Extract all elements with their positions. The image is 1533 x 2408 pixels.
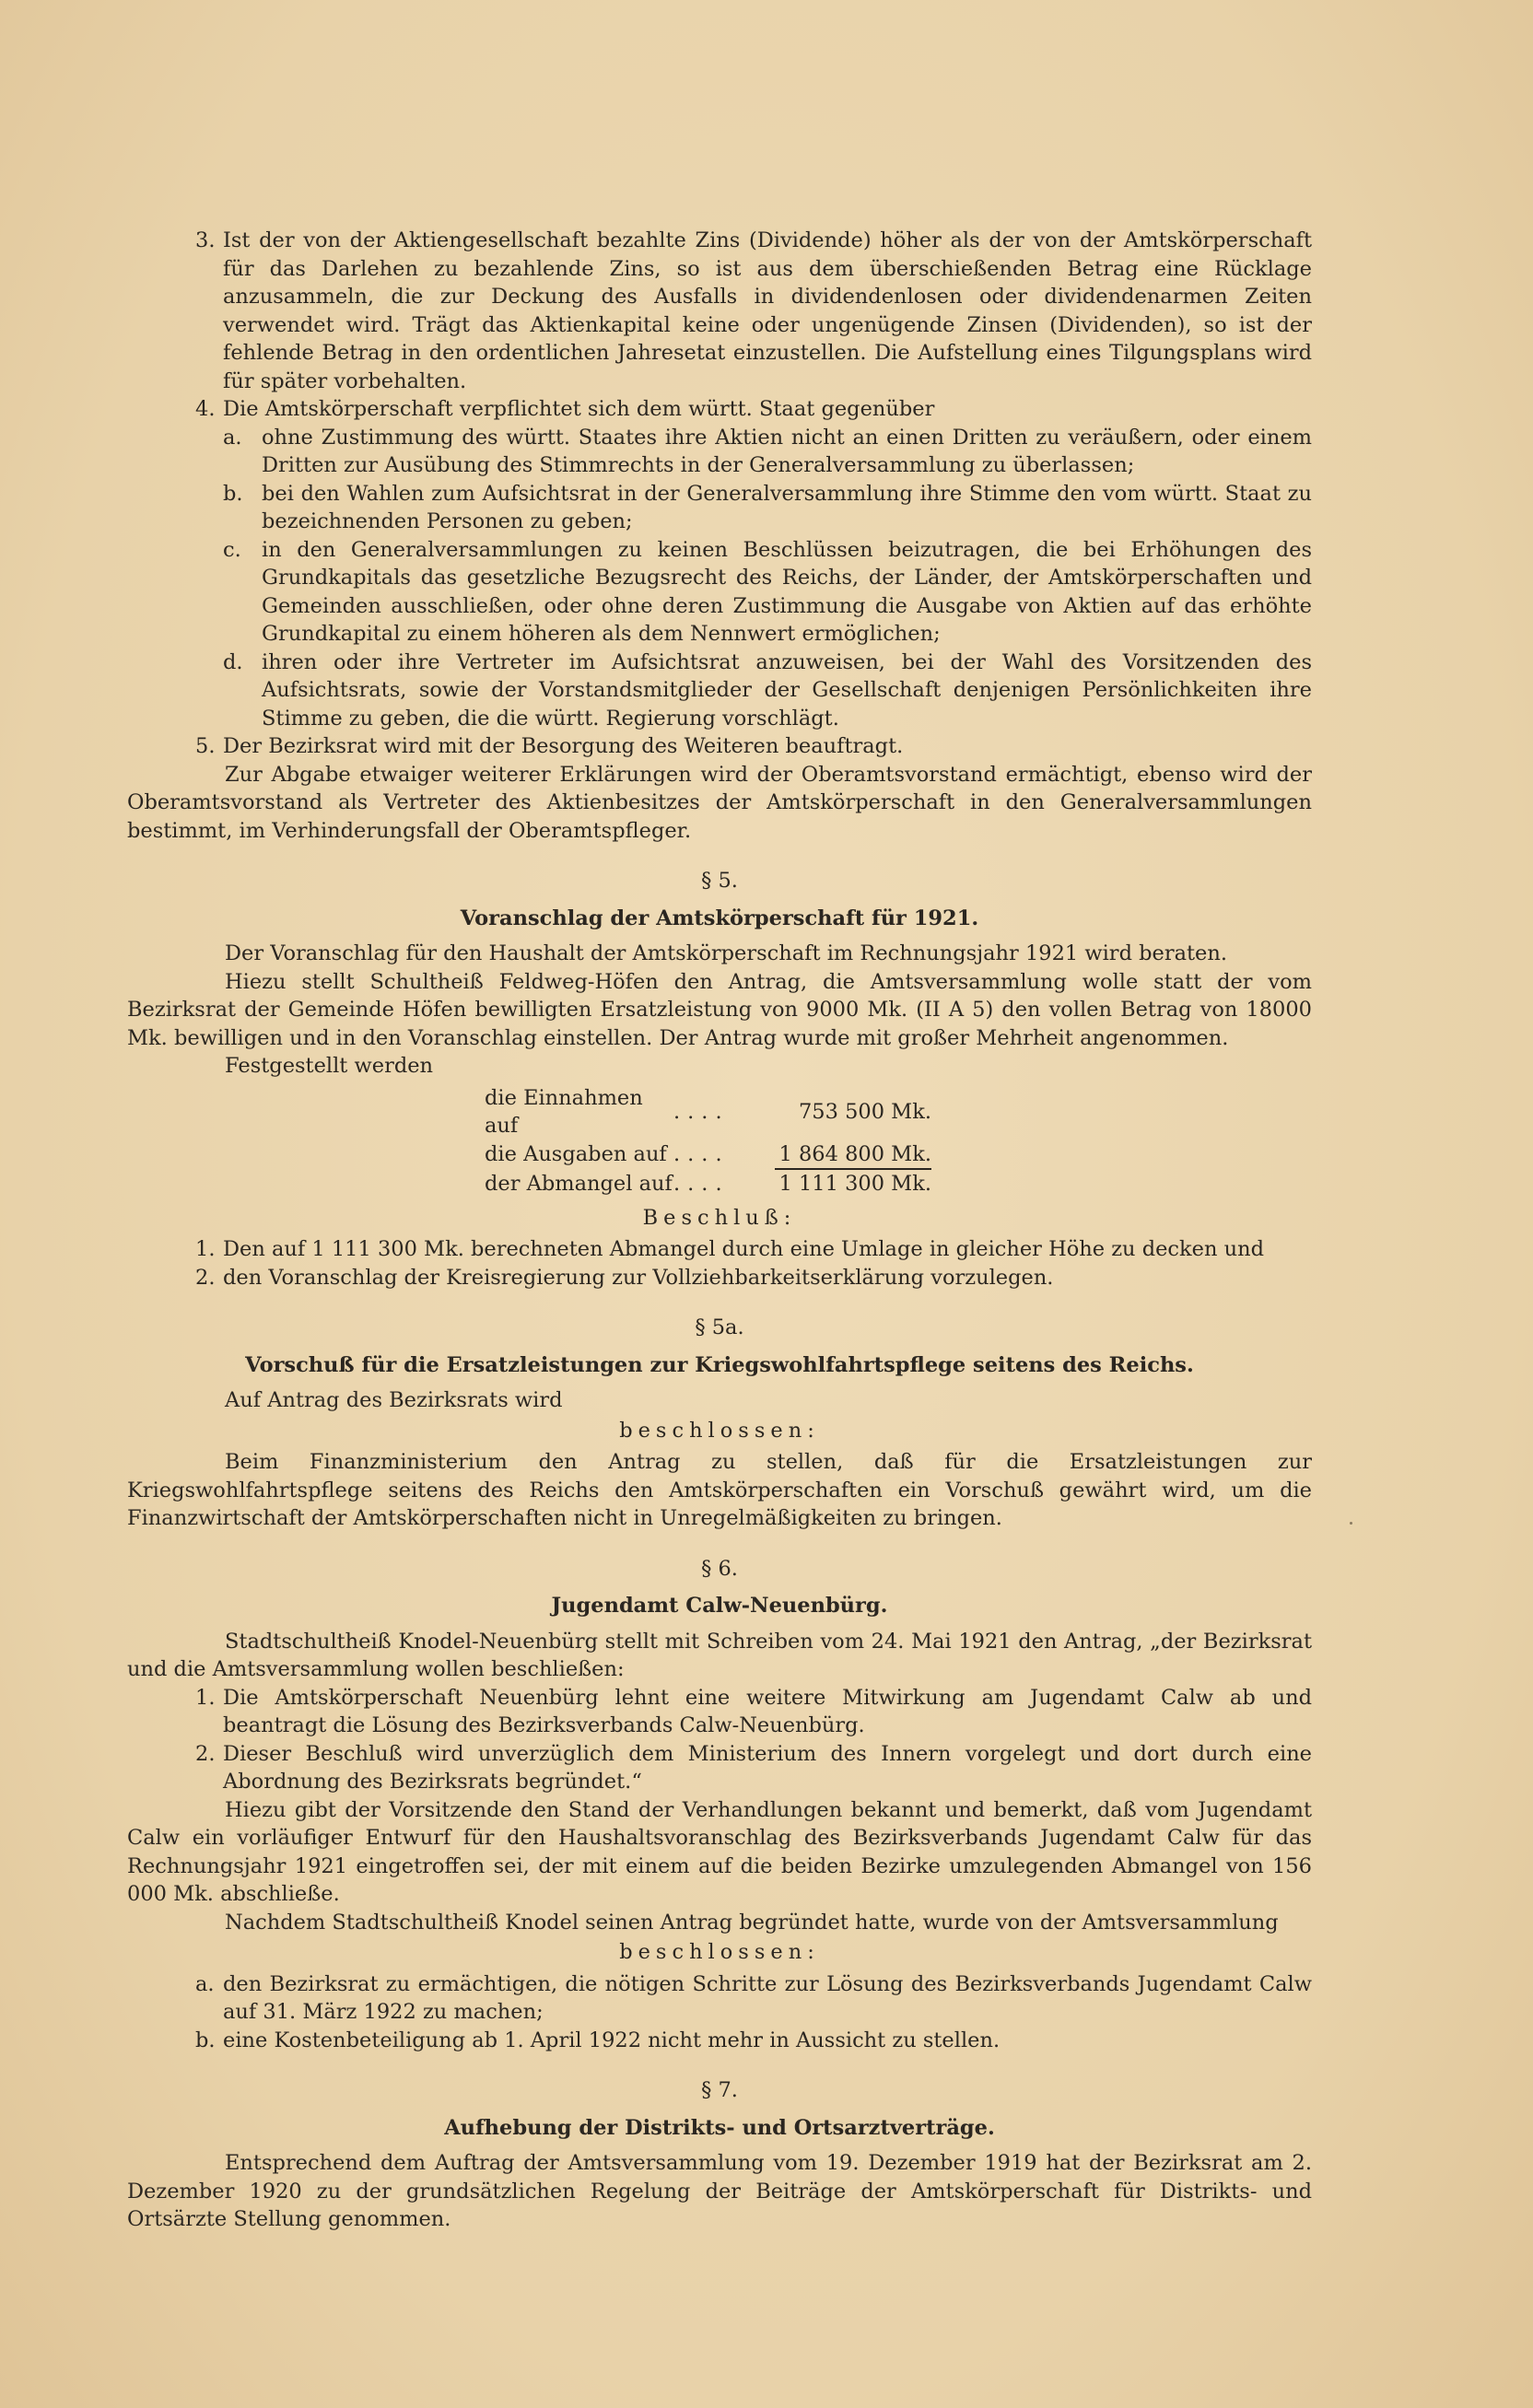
budget-row — [485, 1084, 931, 1140]
budget-amount: 1 111 300 Mk. — [778, 1172, 931, 1196]
list-letter: b. — [195, 2028, 216, 2052]
section-number-6: § 6. — [701, 1556, 738, 1581]
list-number: 3. — [195, 228, 216, 252]
paragraph: Der Voranschlag für den Haushalt der Amtskörperschaft im Rechnungsjahr 1921 wird beraten. — [225, 941, 1228, 965]
list-item-5 — [127, 732, 1312, 761]
list-number: 1. — [195, 1237, 216, 1261]
section-heading-6: Jugendamt Calw-Neuenbürg. — [551, 1594, 888, 1618]
paragraph: Entsprechend dem Auftrag der Amtsversammlung vom 19. Dezember 1919 hat der Bezirksrat am 2. Dezember 1920 zu der grundsätzlichen Regelung der Beiträge der Amtskörperschaft für Distrikts- und Ortsärzte Stellung genommen. — [127, 2151, 1312, 2231]
beschlossen-label: beschlossen: — [619, 1940, 820, 1964]
sublist-item-b — [127, 480, 1312, 536]
list-text: den Bezirksrat zu ermächtigen, die nötigen Schritte zur Lösung des Bezirksverbands Jugendamt Calw auf 31. März 1922 zu machen; — [223, 1971, 1312, 2024]
list-text: Dieser Beschluß wird unverzüglich dem Ministerium des Innern vorgelegt und dort durch eine Abordnung des Bezirksrats begründet.“ — [223, 1741, 1312, 1794]
section-number-5: § 5. — [701, 869, 738, 893]
list-item — [127, 1970, 1312, 2027]
sublist-item-c — [127, 536, 1312, 649]
list-text: Ist der von der Aktiengesellschaft bezahlte Zins (Dividende) höher als der von der Amtskörperschaft für das Darlehen zu bezahlende Zins, so ist aus dem überschießenden Betrag eine Rücklage anzusammeln, die zur Deckung des Ausfalls in dividendenlosen oder dividendenarmen Zeiten verwendet wird. Trägt das Aktienkapital keine oder ungenügende Zinsen (Dividenden), so ist der fehlende Betrag in den ordentlichen Jahresetat einzustellen. Die Aufstellung eines Tilgungsplans wird für später vorbehalten. — [223, 228, 1312, 393]
budget-label: die Einnahmen auf — [485, 1085, 643, 1138]
list-text: eine Kostenbeteiligung ab 1. April 1922 nicht mehr in Aussicht zu stellen. — [223, 2028, 1001, 2052]
list-item — [127, 1740, 1312, 1796]
list-number: 4. — [195, 397, 216, 421]
list-text: Der Bezirksrat wird mit der Besorgung des Weiteren beauftragt. — [223, 734, 904, 758]
list-letter: a. — [195, 1971, 215, 1996]
budget-amount: 753 500 Mk. — [798, 1099, 931, 1124]
paragraph: Nachdem Stadtschultheiß Knodel seinen Antrag begründet hatte, wurde von der Amtsversammlung — [225, 1910, 1279, 1935]
list-letter: d. — [223, 649, 243, 674]
paper-speck — [1350, 1522, 1352, 1525]
paragraph: Auf Antrag des Bezirksrats wird — [225, 1388, 563, 1412]
budget-row — [485, 1140, 931, 1170]
paragraph: Stadtschultheiß Knodel-Neuenbürg stellt mit Schreiben vom 24. Mai 1921 den Antrag, „der Bezirksrat und die Amtsversammlung wollen beschließen: — [127, 1629, 1312, 1681]
budget-table — [485, 1084, 931, 1198]
paragraph: Hiezu stellt Schultheiß Feldweg-Höfen den Antrag, die Amtsversammlung wolle statt der vom Bezirksrat der Gemeinde Höfen bewilligten Ersatzleistung von 9000 Mk. (II A 5) den vollen Betrag von 18000 Mk. bewilligen und in den Voranschlag einstellen. Der Antrag wurde mit großer Mehrheit angenommen. — [127, 969, 1312, 1050]
budget-dots: .... — [673, 1171, 730, 1196]
section-heading-5a: Vorschuß für die Ersatzleistungen zur Kriegswohlfahrtspflege seitens des Reichs. — [245, 1352, 1194, 1377]
section-number-7: § 7. — [701, 2078, 738, 2102]
list-number: 5. — [195, 734, 216, 758]
list-text: den Voranschlag der Kreisregierung zur Vollziehbarkeitserklärung vorzulegen. — [223, 1265, 1054, 1290]
list-letter: c. — [223, 537, 241, 562]
paragraph: Hiezu gibt der Vorsitzende den Stand der Verhandlungen bekannt und bemerkt, daß vom Jugendamt Calw ein vorläufiger Entwurf für den Haushaltsvoranschlag des Bezirksverbands Jugendamt Calw für das Rechnungsjahr 1921 eingetroffen sei, der mit einem auf die beiden Bezirke umzulegenden Abmangel von 156 000 Mk. abschließe. — [127, 1797, 1312, 1906]
sublist-item-a — [127, 424, 1312, 480]
list-number: 2. — [195, 1265, 216, 1290]
list-number: 2. — [195, 1741, 216, 1766]
section-heading-7: Aufhebung der Distrikts- und Ortsarztverträge. — [444, 2115, 995, 2140]
list-text: Den auf 1 111 300 Mk. berechneten Abmangel durch eine Umlage in gleicher Höhe zu decken und — [223, 1237, 1264, 1261]
list-text: in den Generalversammlungen zu keinen Beschlüssen beizutragen, die bei Erhöhungen des Grundkapitals das gesetzliche Bezugsrecht des Reichs, der Länder, der Amtskörperschaften und Gemeinden ausschließen, oder ohne deren Zustimmung die Ausgabe von Aktien auf das erhöhte Grundkapital zu einem höheren als dem Nennwert ermöglichen; — [262, 537, 1312, 646]
budget-row — [485, 1169, 931, 1198]
paragraph: Festgestellt werden — [225, 1054, 434, 1078]
list-text: Die Amtskörperschaft verpflichtet sich dem württ. Staat gegenüber — [223, 397, 935, 421]
list-text: bei den Wahlen zum Aufsichtsrat in der Generalversammlung ihre Stimme den vom württ. Staat zu bezeichnenden Personen zu geben; — [262, 481, 1312, 533]
beschluss-label: Beschluß: — [642, 1205, 797, 1230]
budget-dots: .... — [673, 1099, 730, 1124]
sublist-item-d — [127, 649, 1312, 733]
list-item-4 — [127, 395, 1312, 424]
paragraph: Beim Finanzministerium den Antrag zu stellen, daß für die Ersatzleistungen zur Kriegswohlfahrtspflege seitens des Reichs den Amtskörperschaften ein Vorschuß gewährt wird, um die Finanzwirtschaft der Amtskörperschaften nicht in Unregelmäßigkeiten zu bringen. — [127, 1450, 1312, 1530]
budget-label: die Ausgaben auf — [485, 1142, 667, 1166]
list-text: ohne Zustimmung des württ. Staates ihre Aktien nicht an einen Dritten zu veräußern, oder einem Dritten zur Ausübung des Stimmrechts in der Generalversammlung zu überlassen; — [262, 425, 1312, 477]
budget-amount: 1 864 800 Mk. — [775, 1140, 931, 1170]
list-item — [127, 1684, 1312, 1740]
list-item — [127, 1235, 1312, 1264]
list-text: ihren oder ihre Vertreter im Aufsichtsrat anzuweisen, bei der Wahl des Vorsitzenden des Aufsichtsrats, sowie der Vorstandsmitglieder der Gesellschaft denjenigen Persönlichkeiten ihre Stimme zu geben, die die württ. Regierung vorschlägt. — [262, 649, 1312, 731]
list-item-3 — [127, 227, 1312, 395]
list-number: 1. — [195, 1685, 216, 1710]
section-heading-5: Voranschlag der Amtskörperschaft für 1921. — [460, 906, 979, 930]
budget-dots: .... — [673, 1142, 730, 1166]
list-letter: a. — [223, 425, 242, 450]
list-item — [127, 2027, 1312, 2055]
list-text: Die Amtskörperschaft Neuenbürg lehnt eine weitere Mitwirkung am Jugendamt Calw ab und beantragt die Lösung des Bezirksverbands Calw-Neuenbürg. — [223, 1685, 1312, 1737]
budget-label: der Abmangel auf — [485, 1171, 673, 1196]
list-letter: b. — [223, 481, 243, 506]
list-item — [127, 1264, 1312, 1292]
beschlossen-label: beschlossen: — [619, 1418, 820, 1443]
paragraph-abgabe: Zur Abgabe etwaiger weiterer Erklärungen wird der Oberamtsvorstand ermächtigt, ebenso wird der Oberamtsvorstand als Vertreter des Aktienbesitzes der Amtskörperschaft in den Generalversammlungen bestimmt, im Verhinderungsfall der Oberamtspfleger. — [127, 762, 1312, 843]
section-number-5a: § 5a. — [695, 1315, 744, 1339]
